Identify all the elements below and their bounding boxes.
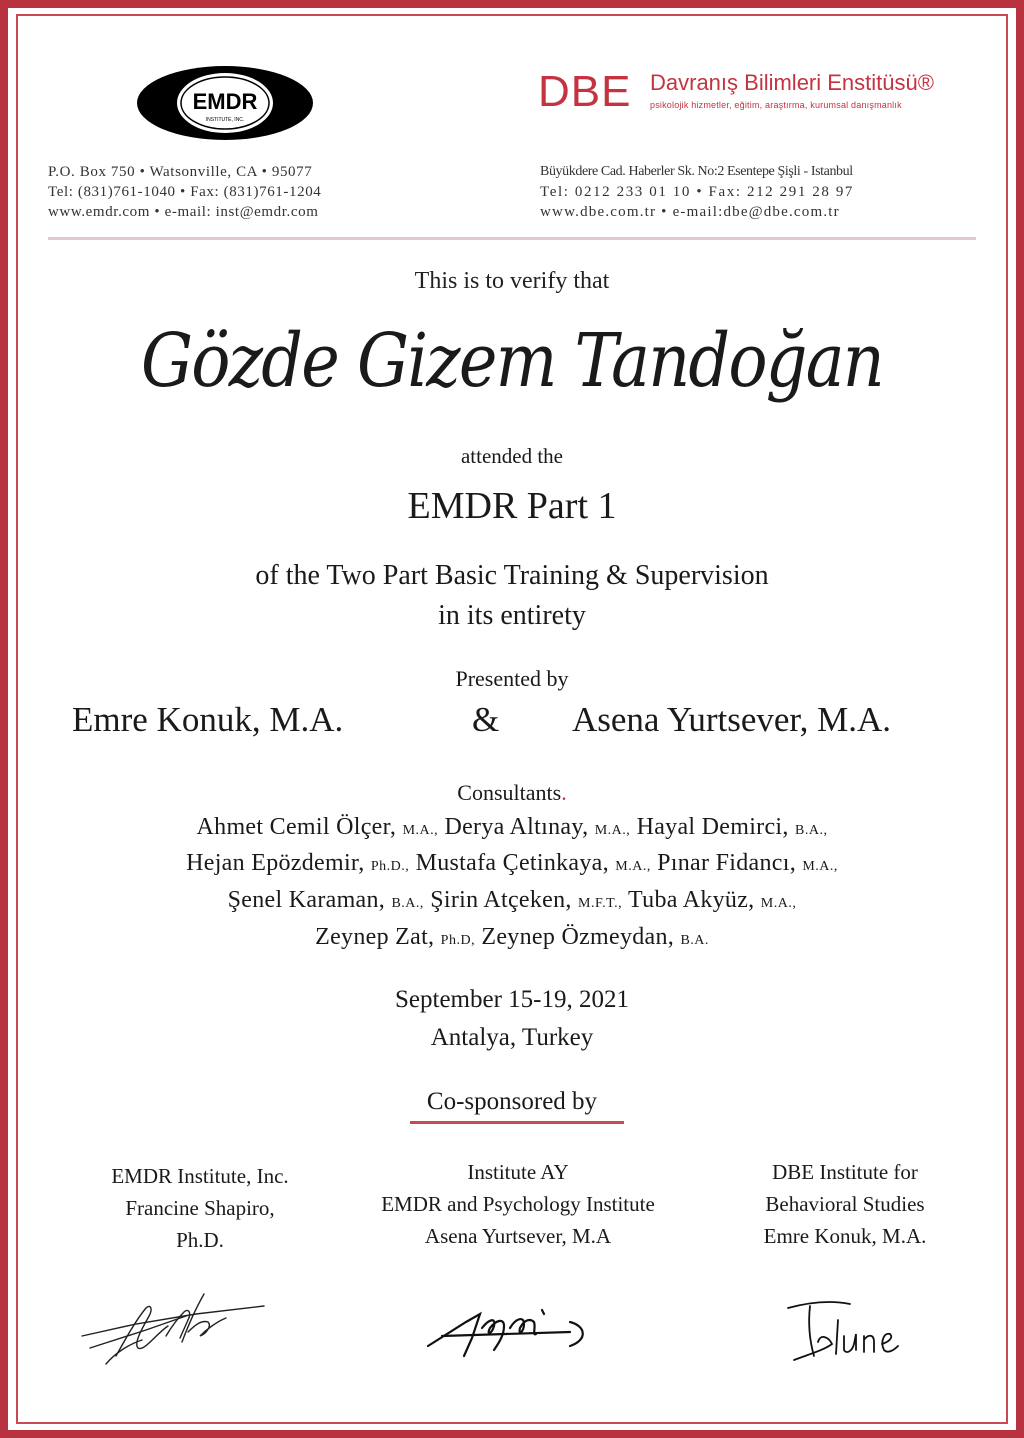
consultants-heading-dot: . — [561, 780, 567, 805]
header-divider — [48, 237, 976, 240]
sponsor-signatory: Francine Shapiro, — [125, 1196, 275, 1220]
consultant-degree: M.A., — [760, 896, 797, 911]
emdr-web-line: www.emdr.com • e-mail: inst@emdr.com — [48, 204, 319, 220]
signature-francine-shapiro — [76, 1278, 276, 1383]
dbe-logo-name: Davranış Bilimleri Enstitüsü® — [650, 70, 934, 95]
emdr-logo-subtext: INSTITUTE, INC. — [205, 117, 245, 123]
presenter-ampersand: & — [472, 700, 500, 739]
sponsor-org: DBE Institute for — [772, 1160, 918, 1184]
dbe-address-line: Büyükdere Cad. Haberler Sk. No:2 Esentepe Şişli - Istanbul — [540, 164, 853, 179]
consultants-line — [0, 850, 1024, 877]
dbe-logo-tagline: psikolojik hizmetler, eğitim, araştırma, kurumsal danışmanlık — [650, 100, 902, 110]
event-date: September 15-19, 2021 — [395, 986, 629, 1013]
event-location: Antalya, Turkey — [430, 1024, 594, 1051]
consultant-name: Hejan Epözdemir, — [186, 850, 365, 876]
dbe-address — [540, 162, 854, 222]
consultants-line — [0, 887, 1024, 914]
sponsor-dbe-institute — [700, 1156, 990, 1252]
emdr-address — [48, 162, 321, 222]
consultants-heading — [0, 780, 1024, 806]
consultants-line — [0, 924, 1024, 951]
presenter-emre-konuk: Emre Konuk, M.A. — [72, 700, 344, 739]
signature-asena-yurtsever — [420, 1292, 600, 1377]
dbe-logo-mark: DBE — [538, 67, 632, 116]
emdr-phone-line: Tel: (831)761-1040 • Fax: (831)761-1204 — [48, 184, 322, 200]
consultant-degree: Ph.D., — [370, 859, 410, 874]
cosponsored-underline — [410, 1121, 624, 1124]
consultant-name: Tuba Akyüz, — [628, 887, 755, 913]
presenter-asena-yurtsever: Asena Yurtsever, M.A. — [572, 700, 892, 739]
consultant-name: Zeynep Özmeydan, — [481, 924, 675, 950]
consultant-name: Derya Altınay, — [444, 814, 589, 840]
course-title: EMDR Part 1 — [407, 485, 617, 527]
program-description-continued: in its entirety — [438, 600, 586, 631]
cosponsored-heading: Co-sponsored by — [426, 1088, 598, 1115]
consultant-name: Ahmet Cemil Ölçer, — [196, 814, 397, 840]
dbe-web-line: www.dbe.com.tr • e-mail:dbe@dbe.com.tr — [540, 204, 840, 220]
sponsor-emdr-institute — [60, 1160, 340, 1256]
consultant-degree: M.A., — [594, 823, 631, 838]
consultant-degree: M.A., — [802, 859, 838, 874]
verify-statement: This is to verify that — [414, 268, 610, 294]
emdr-logo-text: EMDR — [192, 89, 258, 114]
dbe-phone-line: Tel: 0212 233 01 10 • Fax: 212 291 28 97 — [540, 184, 855, 200]
consultant-degree: Ph.D, — [440, 933, 476, 948]
sponsor-org: Institute AY — [467, 1160, 569, 1184]
program-description: of the Two Part Basic Training & Supervision — [255, 560, 769, 591]
emdr-logo — [136, 64, 314, 147]
consultant-name: Mustafa Çetinkaya, — [415, 850, 609, 876]
consultant-degree: M.A., — [402, 823, 439, 838]
sponsor-signatory: Emre Konuk, M.A. — [763, 1224, 927, 1248]
consultants-line — [0, 814, 1024, 841]
consultant-degree: M.F.T., — [578, 896, 623, 911]
sponsor-org-subtitle: EMDR and Psychology Institute — [381, 1192, 655, 1216]
consultant-name: Şirin Atçeken, — [430, 887, 572, 913]
emdr-address-line: P.O. Box 750 • Watsonville, CA • 95077 — [48, 164, 313, 180]
sponsor-org-subtitle: Behavioral Studies — [765, 1192, 925, 1216]
consultants-heading-text: Consultants — [457, 780, 562, 805]
consultant-degree: M.A., — [615, 859, 651, 874]
sponsor-org: EMDR Institute, Inc. — [111, 1164, 289, 1188]
consultant-degree: B.A., — [391, 896, 424, 911]
sponsor-signatory-degree: Ph.D. — [176, 1228, 224, 1252]
consultant-degree: B.A. — [680, 933, 709, 948]
consultant-name: Zeynep Zat, — [315, 924, 435, 950]
attended-text: attended the — [460, 444, 564, 468]
recipient-name: Gözde Gizem Tandoğan — [141, 318, 883, 404]
signature-emre-konuk — [780, 1290, 920, 1375]
presented-by-label: Presented by — [455, 666, 569, 691]
consultant-degree: B.A., — [795, 823, 828, 838]
dbe-logo — [538, 68, 988, 122]
sponsor-signatory: Asena Yurtsever, M.A — [424, 1224, 612, 1248]
consultant-name: Pınar Fidancı, — [657, 850, 796, 876]
consultant-name: Şenel Karaman, — [227, 887, 386, 913]
consultant-name: Hayal Demirci, — [636, 814, 789, 840]
sponsor-institute-ay — [338, 1156, 698, 1252]
